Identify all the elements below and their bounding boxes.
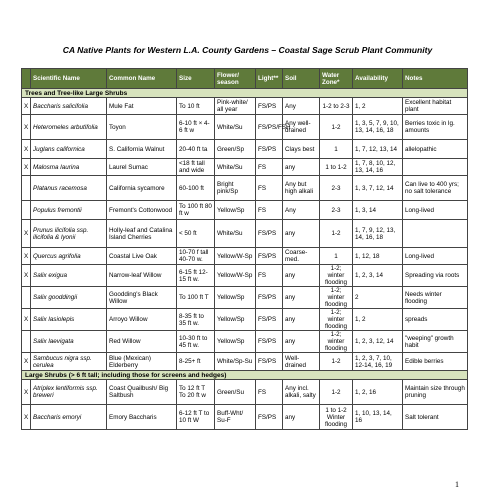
- scientific-name-cell: Platanus racemosa: [31, 176, 107, 201]
- table-row: [22, 140, 468, 159]
- common-name-cell: Arroyo Willow: [107, 309, 177, 331]
- size-cell: 8-35 ft to 35 ft w.: [177, 309, 215, 331]
- water-zone-cell: 1-2 to 2-3: [320, 98, 353, 115]
- flower-season-cell: Yellow/W-Sp: [215, 248, 256, 265]
- notes-cell: Berries toxic in lg. amounts: [403, 115, 468, 140]
- soil-cell: Clays best: [283, 140, 320, 159]
- water-zone-cell: 1-2; winter flooding: [320, 331, 353, 353]
- common-name-cell: S. California Walnut: [107, 140, 177, 159]
- soil-cell: Coarse-med.: [283, 248, 320, 265]
- light-cell: FS/PS: [256, 331, 283, 353]
- common-name-cell: Blue (Mexican) Elderberry: [107, 353, 177, 371]
- row-mark: [22, 201, 31, 220]
- scientific-name-cell: Baccharis salicifolia: [31, 98, 107, 115]
- flower-season-cell: White/Sp-Su: [215, 353, 256, 371]
- scientific-name-cell: Populus fremontii: [31, 201, 107, 220]
- row-mark: [22, 287, 31, 309]
- soil-cell: any: [283, 331, 320, 353]
- row-mark: X: [22, 140, 31, 159]
- availability-cell: 1, 7, 8, 10, 12, 13, 14, 16: [353, 159, 403, 176]
- light-cell: FS/PS: [256, 248, 283, 265]
- notes-cell: [403, 220, 468, 248]
- availability-cell: 1, 12, 18: [353, 248, 403, 265]
- flower-season-cell: Yellow/Sp: [215, 201, 256, 220]
- common-name-cell: Red Willow: [107, 331, 177, 353]
- soil-cell: Well-drained: [283, 353, 320, 371]
- common-name-cell: Coast Quailbush/ Big Saltbush: [107, 380, 177, 405]
- section-heading-row: [22, 89, 468, 98]
- flower-season-cell: White/Su: [215, 115, 256, 140]
- row-mark: X: [22, 220, 31, 248]
- col-header-light: Light**: [256, 69, 283, 89]
- table-row: [22, 248, 468, 265]
- light-cell: FS/PS: [256, 405, 283, 430]
- size-cell: 10-30 ft to 45 ft w.: [177, 331, 215, 353]
- availability-cell: 1, 2, 3, 12, 14: [353, 331, 403, 353]
- notes-cell: Salt tolerant: [403, 405, 468, 430]
- water-zone-cell: 1-2; winter flooding: [320, 309, 353, 331]
- availability-cell: 1, 2: [353, 309, 403, 331]
- flower-season-cell: Yellow/W-Sp: [215, 265, 256, 287]
- common-name-cell: Emory Baccharis: [107, 405, 177, 430]
- table-row: [22, 353, 468, 371]
- availability-cell: 1, 3, 14: [353, 201, 403, 220]
- size-cell: 6-10 ft × 4-6 ft w: [177, 115, 215, 140]
- common-name-cell: Goodding's Black Willow: [107, 287, 177, 309]
- col-header-soil: Soil: [283, 69, 320, 89]
- water-zone-cell: 2-3: [320, 201, 353, 220]
- notes-cell: Needs winter flooding: [403, 287, 468, 309]
- size-cell: 6-12 ft T to 10 ft W: [177, 405, 215, 430]
- table-row: [22, 287, 468, 309]
- flower-season-cell: White/Su: [215, 220, 256, 248]
- row-mark: X: [22, 380, 31, 405]
- flower-season-cell: White/Su: [215, 159, 256, 176]
- col-header-flower-season: Flower/ season: [215, 69, 256, 89]
- row-mark: X: [22, 309, 31, 331]
- water-zone-cell: 1-2: [320, 220, 353, 248]
- scientific-name-cell: Salix laevigata: [31, 331, 107, 353]
- table-row: [22, 380, 468, 405]
- soil-cell: any: [283, 405, 320, 430]
- common-name-cell: Toyon: [107, 115, 177, 140]
- notes-cell: Spreading via roots: [403, 265, 468, 287]
- row-mark: X: [22, 353, 31, 371]
- notes-cell: "weeping" growth habit: [403, 331, 468, 353]
- col-header-water-zone: Water Zone*: [320, 69, 353, 89]
- flower-season-cell: Bright pink/Sp: [215, 176, 256, 201]
- light-cell: FS/PS/FSH: [256, 115, 283, 140]
- table-row: [22, 265, 468, 287]
- flower-season-cell: Green/Sp: [215, 140, 256, 159]
- table-row: [22, 98, 468, 115]
- light-cell: FS/PS: [256, 220, 283, 248]
- section-heading: Large Shrubs (> 6 ft tall; including those for screens and hedges): [22, 371, 468, 380]
- table-row: [22, 159, 468, 176]
- flower-season-cell: Yellow/Sp: [215, 287, 256, 309]
- light-cell: FS: [256, 201, 283, 220]
- row-mark: X: [22, 115, 31, 140]
- notes-cell: spreads: [403, 309, 468, 331]
- light-cell: FS: [256, 159, 283, 176]
- water-zone-cell: 1-2: [320, 353, 353, 371]
- size-cell: To 100 ft T: [177, 287, 215, 309]
- col-header-notes: Notes: [403, 69, 468, 89]
- notes-cell: Long-lived: [403, 201, 468, 220]
- common-name-cell: Fremont's Cottonwood: [107, 201, 177, 220]
- soil-cell: any: [283, 159, 320, 176]
- table-row: [22, 176, 468, 201]
- section-heading-row: [22, 371, 468, 380]
- table-row: [22, 405, 468, 430]
- col-header-scientific-name: Scientific Name: [31, 69, 107, 89]
- water-zone-cell: 1 to 1-2 Winter flooding: [320, 405, 353, 430]
- row-mark: X: [22, 265, 31, 287]
- water-zone-cell: 1: [320, 248, 353, 265]
- row-mark: X: [22, 405, 31, 430]
- scientific-name-cell: Salix lasiolepis: [31, 309, 107, 331]
- notes-cell: Maintain size through pruning: [403, 380, 468, 405]
- light-cell: FS: [256, 265, 283, 287]
- common-name-cell: Coastal Live Oak: [107, 248, 177, 265]
- size-cell: To 12 ft T To 20 ft w: [177, 380, 215, 405]
- light-cell: FS/PS: [256, 140, 283, 159]
- light-cell: FS/PS: [256, 287, 283, 309]
- flower-season-cell: Yellow/Sp: [215, 331, 256, 353]
- water-zone-cell: 1-2: [320, 380, 353, 405]
- scientific-name-cell: Heteromeles arbutifolia: [31, 115, 107, 140]
- availability-cell: 1, 3, 7, 12, 14: [353, 176, 403, 201]
- page-number: 1: [455, 480, 459, 489]
- water-zone-cell: 1: [320, 140, 353, 159]
- notes-cell: Excellent habitat plant: [403, 98, 468, 115]
- scientific-name-cell: Baccharis emoryi: [31, 405, 107, 430]
- water-zone-cell: 1-2: [320, 115, 353, 140]
- notes-cell: Long-lived: [403, 248, 468, 265]
- notes-cell: Can live to 400 yrs; no salt tolerance: [403, 176, 468, 201]
- table-body: [22, 89, 468, 430]
- common-name-cell: California sycamore: [107, 176, 177, 201]
- water-zone-cell: 1-2; winter flooding: [320, 265, 353, 287]
- availability-cell: 1, 7, 9, 12, 13, 14, 16, 18: [353, 220, 403, 248]
- flower-season-cell: Pink-white/ all year: [215, 98, 256, 115]
- row-mark: [22, 176, 31, 201]
- common-name-cell: Narrow-leaf Willow: [107, 265, 177, 287]
- availability-cell: 1, 2: [353, 98, 403, 115]
- notes-cell: Edible berries: [403, 353, 468, 371]
- table-row: [22, 331, 468, 353]
- light-cell: FS: [256, 380, 283, 405]
- size-cell: 60-100 ft: [177, 176, 215, 201]
- scientific-name-cell: Juglans californica: [31, 140, 107, 159]
- size-cell: To 100 ft 80 ft w: [177, 201, 215, 220]
- notes-cell: allelopathic: [403, 140, 468, 159]
- size-cell: 6-15 ft 12-15 ft w.: [177, 265, 215, 287]
- table-row: [22, 115, 468, 140]
- col-header-common-name: Common Name: [107, 69, 177, 89]
- flower-season-cell: Yellow/Sp: [215, 309, 256, 331]
- scientific-name-cell: Salix exigua: [31, 265, 107, 287]
- scientific-name-cell: Quercus agrifolia: [31, 248, 107, 265]
- water-zone-cell: 1-2; winter flooding: [320, 287, 353, 309]
- flower-season-cell: Green/Su: [215, 380, 256, 405]
- size-cell: To 10 ft: [177, 98, 215, 115]
- size-cell: 10-70 f tall 40-70 w.: [177, 248, 215, 265]
- availability-cell: 1, 2, 3, 14: [353, 265, 403, 287]
- soil-cell: any: [283, 287, 320, 309]
- availability-cell: 1, 2, 3, 7, 10, 12-14, 16, 19: [353, 353, 403, 371]
- plant-table: [21, 68, 468, 430]
- light-cell: FS/PS: [256, 98, 283, 115]
- soil-cell: Any but high alkali: [283, 176, 320, 201]
- size-cell: < 50 ft: [177, 220, 215, 248]
- availability-cell: 1, 2, 16: [353, 380, 403, 405]
- page-title: CA Native Plants for Western L.A. County Gardens – Coastal Sage Scrub Plant Community: [62, 45, 433, 55]
- row-mark: X: [22, 159, 31, 176]
- section-heading: Trees and Tree-like Large Shrubs: [22, 89, 468, 98]
- row-mark: X: [22, 98, 31, 115]
- soil-cell: any: [283, 220, 320, 248]
- size-cell: 8-25+ ft: [177, 353, 215, 371]
- row-mark: X: [22, 248, 31, 265]
- water-zone-cell: 1 to 1-2: [320, 159, 353, 176]
- availability-cell: 1, 3, 5, 7, 9, 10, 13, 14, 16, 18: [353, 115, 403, 140]
- soil-cell: Any: [283, 201, 320, 220]
- soil-cell: Any incl. alkali, salty: [283, 380, 320, 405]
- table-row: [22, 220, 468, 248]
- size-cell: 20-40 ft ta: [177, 140, 215, 159]
- common-name-cell: Holly-leaf and Catalina Island Cherries: [107, 220, 177, 248]
- scientific-name-cell: Malosma laurina: [31, 159, 107, 176]
- common-name-cell: Mule Fat: [107, 98, 177, 115]
- availability-cell: 1, 10, 13, 14, 16: [353, 405, 403, 430]
- col-header-mark: [22, 69, 31, 89]
- scientific-name-cell: Sambucus nigra ssp. cerulea: [31, 353, 107, 371]
- row-mark: [22, 331, 31, 353]
- scientific-name-cell: Atriplex lentiformis ssp. breweri: [31, 380, 107, 405]
- light-cell: FS/PS: [256, 309, 283, 331]
- col-header-availability: Availability: [353, 69, 403, 89]
- scientific-name-cell: Salix gooddingii: [31, 287, 107, 309]
- notes-cell: [403, 159, 468, 176]
- water-zone-cell: 2-3: [320, 176, 353, 201]
- size-cell: <18 ft tall and wide: [177, 159, 215, 176]
- soil-cell: any: [283, 265, 320, 287]
- table-header-row: [22, 69, 468, 89]
- soil-cell: any: [283, 309, 320, 331]
- common-name-cell: Laurel Sumac: [107, 159, 177, 176]
- col-header-size: Size: [177, 69, 215, 89]
- soil-cell: Any well-drained: [283, 115, 320, 140]
- soil-cell: Any: [283, 98, 320, 115]
- availability-cell: 2: [353, 287, 403, 309]
- table-row: [22, 201, 468, 220]
- table-row: [22, 309, 468, 331]
- light-cell: FS: [256, 176, 283, 201]
- light-cell: FS/PS: [256, 353, 283, 371]
- flower-season-cell: Buff-Wht/ Su-F: [215, 405, 256, 430]
- availability-cell: 1, 7, 12, 13, 14: [353, 140, 403, 159]
- scientific-name-cell: Prunus ilicifolia ssp. ilicifolia & lyonii: [31, 220, 107, 248]
